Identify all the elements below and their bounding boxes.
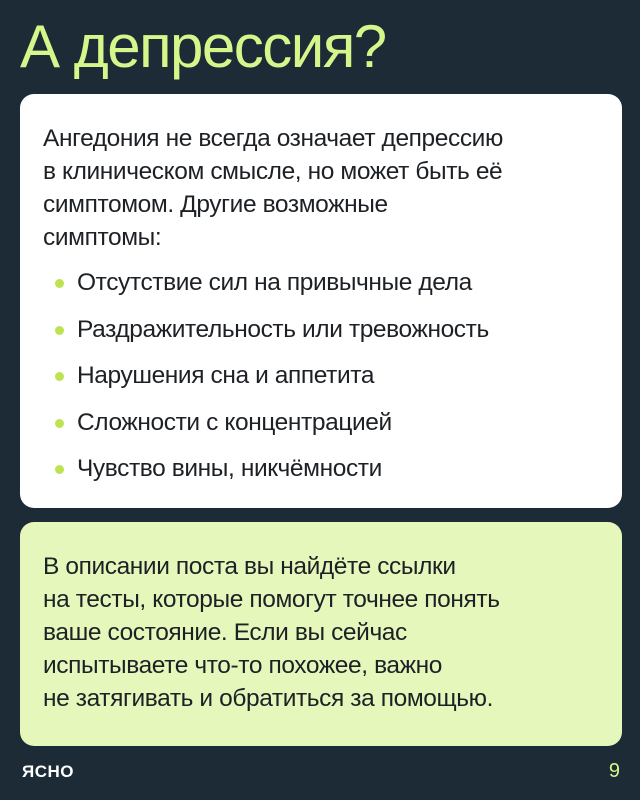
list-item: [43, 313, 596, 346]
symptom-list: [43, 266, 596, 485]
list-item-label: Раздражительность или тревожность: [77, 315, 489, 343]
note-text: В описании поста вы найдёте ссылки на тесты, которые помогут точнее понять ваше состояние. Если вы сейчас испытываете что-то похожее, важно не затягивать и обратиться за помощью.: [43, 553, 500, 712]
list-item: [43, 359, 596, 392]
symptoms-card: [20, 94, 622, 508]
list-item-label: Нарушения сна и аппетита: [77, 362, 375, 389]
page-number: 9: [608, 760, 620, 782]
page-title: А депрессия?: [20, 13, 386, 80]
list-item: [43, 266, 596, 299]
brand-logo: ЯСНО: [22, 762, 74, 781]
bullet-dot-icon: [55, 372, 64, 381]
bullet-dot-icon: [55, 419, 64, 428]
intro-text: Ангедония не всегда означает депрессию в клиническом смысле, но может быть её симптомом. Другие возможные симптомы:: [43, 125, 503, 251]
list-item: [43, 406, 596, 439]
list-item-label: Чувство вины, никчёмности: [77, 455, 382, 482]
note-card: [20, 522, 622, 746]
list-item-label: Сложности с концентрацией: [77, 408, 392, 436]
bullet-dot-icon: [55, 465, 64, 474]
bullet-dot-icon: [55, 326, 64, 335]
list-item: [43, 452, 596, 485]
bullet-dot-icon: [55, 279, 64, 288]
list-item-label: Отсутствие сил на привычные дела: [77, 269, 472, 296]
